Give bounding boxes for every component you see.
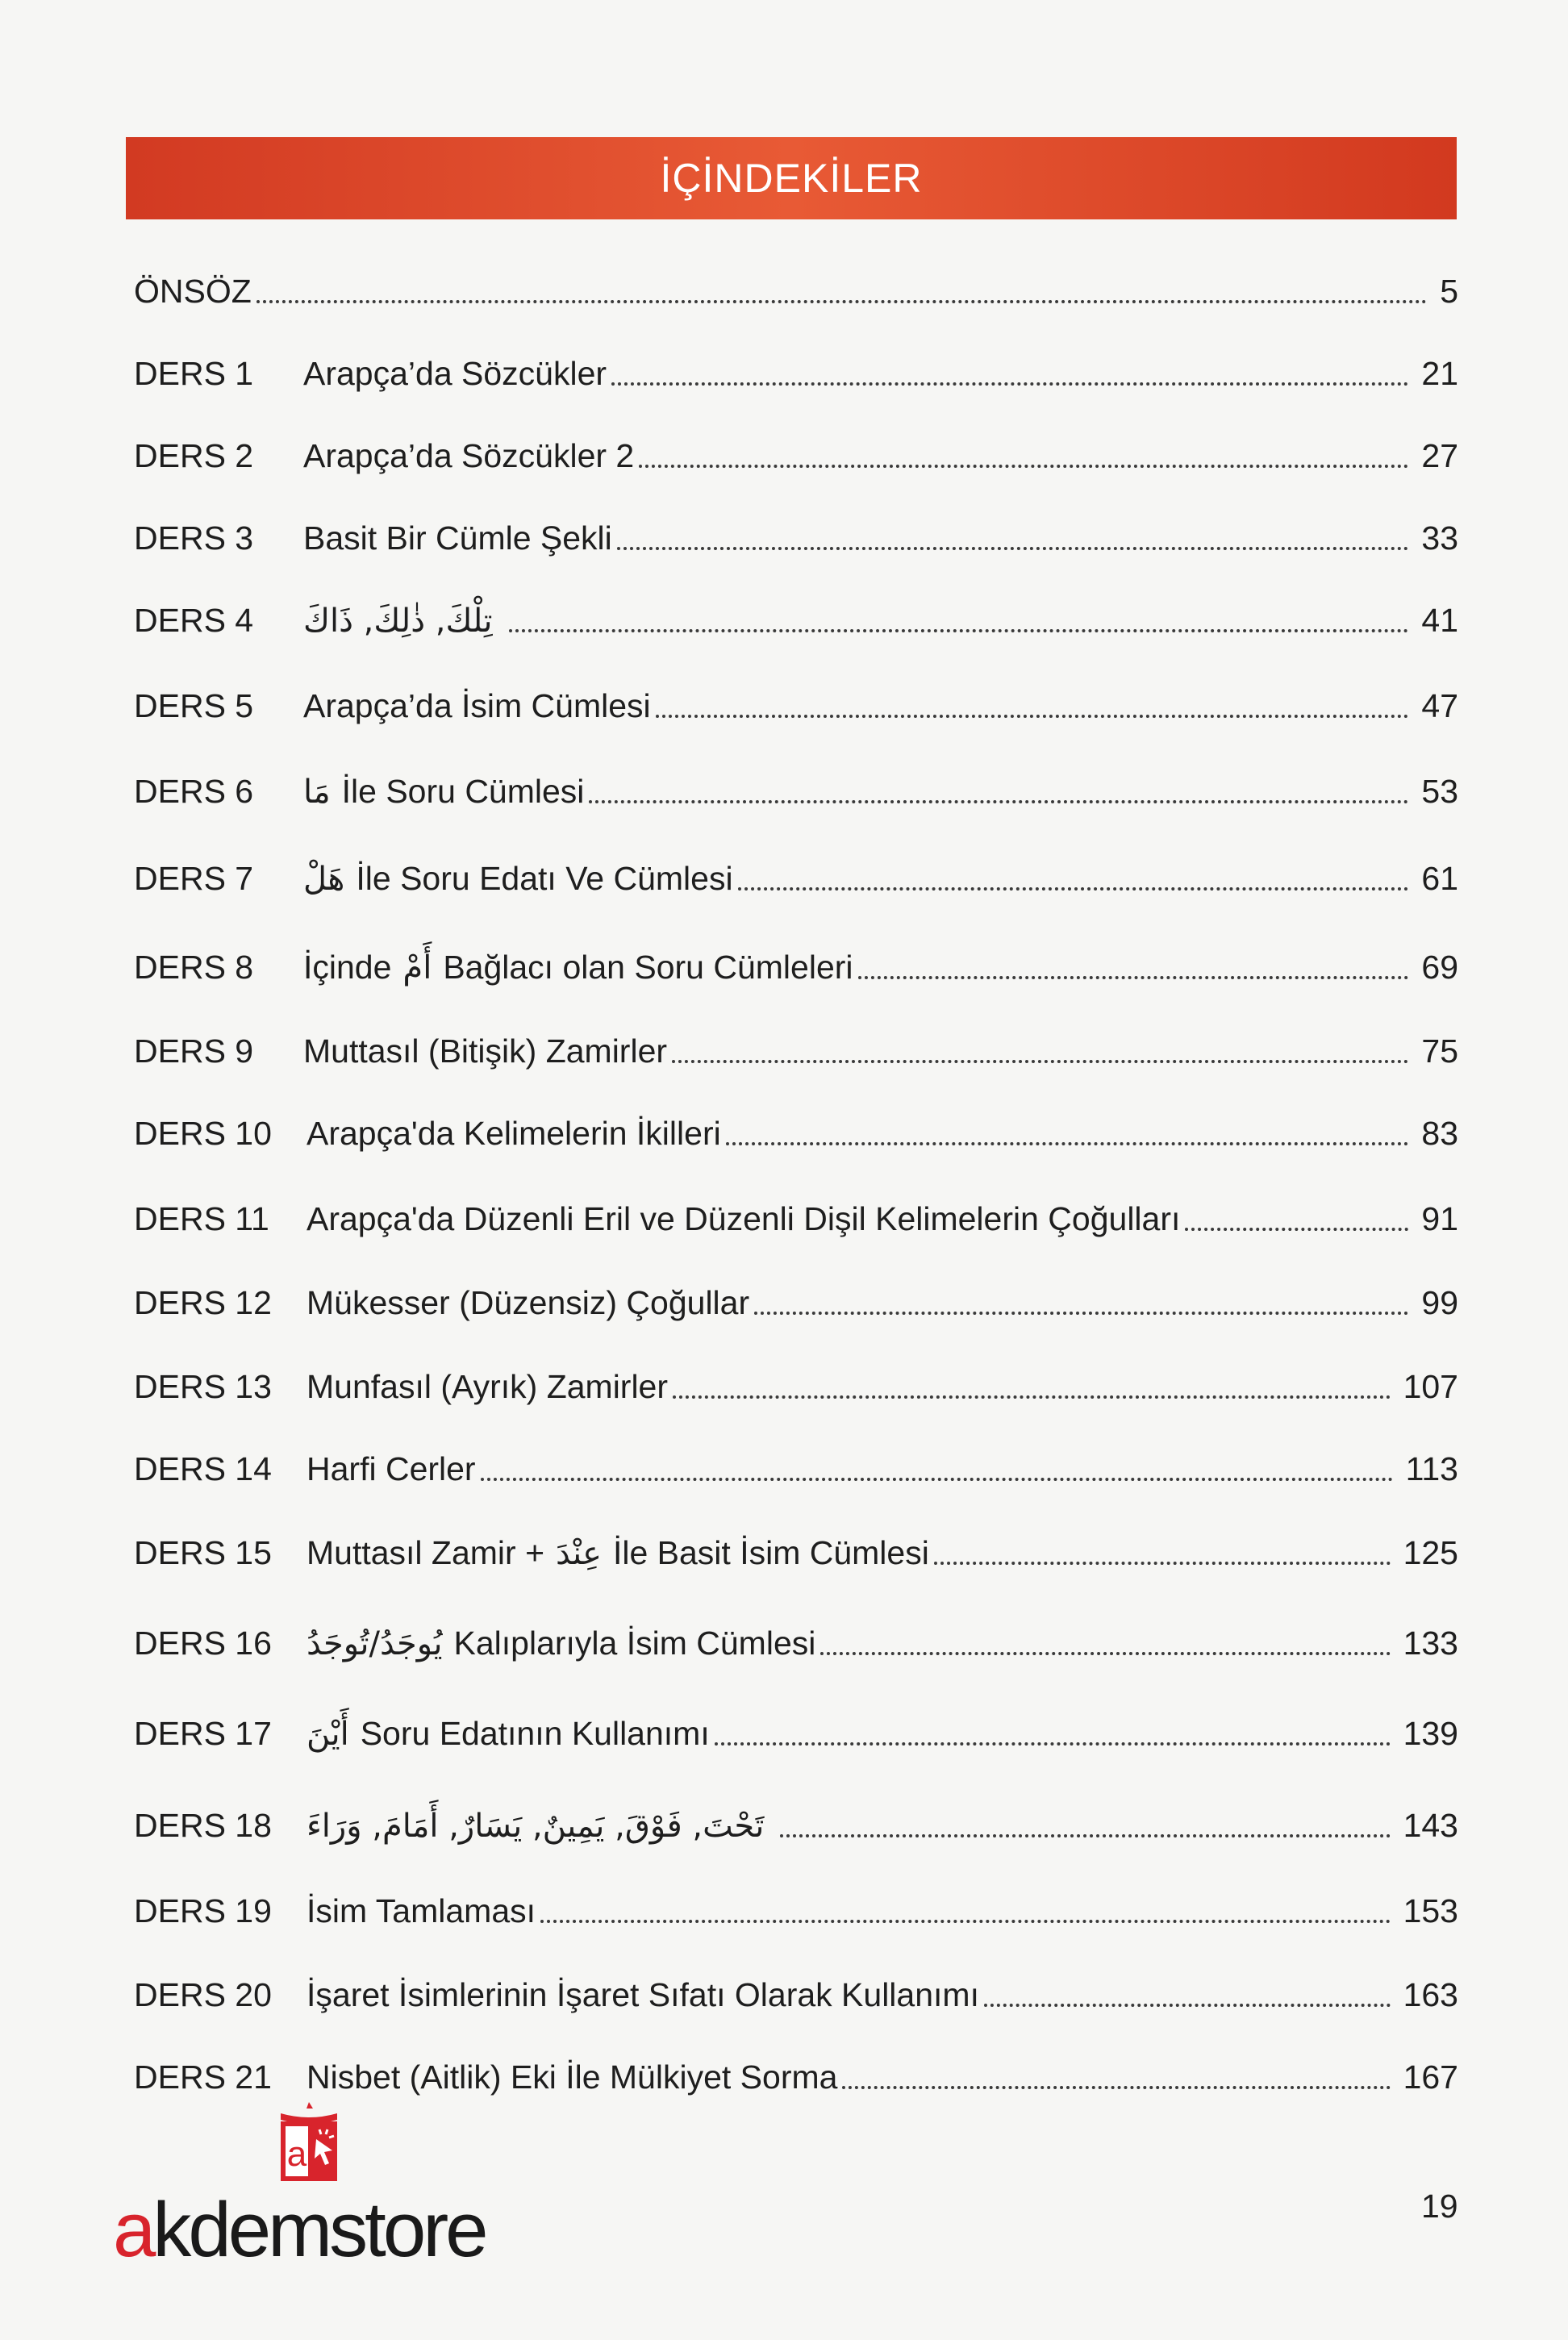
toc-entry [134, 752, 1458, 811]
toc-entry [134, 1871, 1458, 1928]
logo-text-a: a [113, 2187, 153, 2273]
toc-title: İsim Tamlaması [307, 1892, 536, 1929]
toc-page-number: 163 [1403, 1976, 1458, 2013]
toc-title: Muttasıl (Bitişik) Zamirler [303, 1032, 668, 1070]
toc-page-number: 41 [1421, 602, 1458, 639]
toc-title: Basit Bir Cümle Şekli [303, 519, 612, 557]
toc-page-number: 53 [1421, 773, 1458, 810]
toc-arabic-term: تَحْتَ, فَوْقَ, يَمِينٌ, يَسَارٌ, أَمَامَ, وَرَاءَ [307, 1808, 765, 1845]
toc-entry [134, 839, 1458, 898]
toc-entry [134, 1263, 1458, 1320]
toc-page-number: 107 [1403, 1368, 1458, 1405]
toc-dot-leader [820, 1652, 1390, 1655]
toc-title: İle Soru Edatı Ve Cümlesi [356, 860, 733, 897]
toc-title-area [303, 603, 504, 640]
toc-dot-leader [540, 1920, 1391, 1923]
toc-entry [134, 498, 1458, 555]
toc-entry [134, 1347, 1458, 1404]
toc-dot-leader [780, 1834, 1390, 1837]
toc-entry [134, 1179, 1458, 1236]
toc-entry [134, 334, 1458, 390]
toc-title: Harfi Cerler [307, 1450, 476, 1487]
toc-title-area [307, 1200, 1181, 1237]
toc-lesson-label: DERS 18 [134, 1807, 272, 1844]
toc-title: Arapça'da Kelimelerin İkilleri [307, 1115, 721, 1152]
toc-page-number: 33 [1421, 519, 1458, 557]
toc-dot-leader [639, 465, 1408, 468]
toc-dot-leader [726, 1142, 1409, 1145]
toc-title-area [303, 357, 607, 390]
logo [113, 2097, 548, 2283]
toc-title-area [303, 1032, 668, 1070]
toc-title: Muttasıl Zamir + [307, 1534, 545, 1571]
toc-title-area [303, 951, 853, 984]
toc-arabic-term: أَيْنَ [307, 1716, 349, 1753]
toc-title-area [307, 2058, 838, 2096]
toc-page-number: 69 [1421, 949, 1458, 986]
toc-page-number: 143 [1403, 1807, 1458, 1844]
toc-title-area [307, 1117, 721, 1150]
toc-dot-leader [481, 1478, 1393, 1481]
toc-lesson-label: DERS 5 [134, 687, 254, 724]
toc-title-area [307, 1450, 476, 1487]
toc-arabic-term: هَلْ [303, 861, 345, 898]
toc-arabic-term: يُوجَدُ/تُوجَدُ [307, 1625, 443, 1662]
toc-title-area [303, 773, 585, 811]
toc-entry [134, 1011, 1458, 1068]
toc-entry [134, 581, 1458, 640]
toc-entry [134, 928, 1458, 984]
toc-dot-leader [509, 629, 1409, 632]
logo-text [113, 2186, 486, 2275]
toc-lesson-label: DERS 4 [134, 602, 254, 639]
toc-page-number: 47 [1421, 687, 1458, 724]
toc-dot-leader [754, 1312, 1408, 1315]
toc-entry [134, 1429, 1458, 1486]
toc-page-number: 99 [1421, 1284, 1458, 1321]
toc-title: Kalıplarıyla İsim Cümlesi [453, 1625, 816, 1662]
toc-page-number: 27 [1421, 437, 1458, 474]
toc-lesson-label: DERS 8 [134, 949, 254, 986]
toc-title: Mükesser (Düzensiz) Çoğullar [307, 1284, 750, 1321]
toc-arabic-term: تِلْكَ, ذٰلِكَ, ذَاكَ [303, 603, 493, 640]
toc-page-number: 125 [1403, 1534, 1458, 1571]
toc-title-area [303, 860, 733, 898]
toc-lesson-label: DERS 3 [134, 519, 254, 557]
toc-page-number: 113 [1405, 1450, 1458, 1487]
toc-title: Arapça'da Düzenli Eril ve Düzenli Dişil Kelimelerin Çoğulları [307, 1200, 1181, 1237]
toc-entry [134, 1604, 1458, 1660]
toc-dot-leader [256, 300, 1427, 303]
toc-lesson-label: DERS 17 [134, 1715, 272, 1752]
toc-title-area [307, 1370, 668, 1404]
toc-entry [134, 2038, 1458, 2094]
toc-lesson-label: DERS 21 [134, 2058, 272, 2096]
toc-page-number: 167 [1403, 2058, 1458, 2096]
toc-dot-leader [673, 1395, 1391, 1399]
toc-lesson-label: DERS 13 [134, 1368, 272, 1405]
toc-title: İçinde [303, 949, 392, 986]
toc-entry [134, 1694, 1458, 1753]
toc-title: Arapça’da İsim Cümlesi [303, 687, 651, 724]
toc-title-area [307, 1808, 775, 1845]
toc-dot-leader [672, 1060, 1408, 1063]
toc-lesson-label: DERS 20 [134, 1976, 272, 2013]
toc-entry [134, 252, 1458, 308]
toc-dot-leader [934, 1562, 1391, 1565]
toc-lesson-label: DERS 10 [134, 1115, 272, 1152]
toc-lesson-label: DERS 15 [134, 1534, 272, 1571]
toc-lesson-label: DERS 6 [134, 773, 254, 810]
toc-title: Munfasıl (Ayrık) Zamirler [307, 1368, 669, 1405]
toc-lesson-label: DERS 12 [134, 1284, 272, 1321]
toc-dot-leader [984, 2004, 1391, 2007]
toc-dot-leader [1185, 1228, 1408, 1231]
toc-page-number: 133 [1403, 1625, 1458, 1662]
toc-title: İşaret İsimlerinin İşaret Sıfatı Olarak Kullanımı [307, 1976, 979, 2013]
toc-arabic-term: مَا [303, 774, 331, 811]
toc-dot-leader [738, 887, 1409, 891]
toc-title: Nisbet (Aitlik) Eki İle Mülkiyet Sorma [307, 2058, 838, 2096]
toc-arabic-term: عِنْدَ [556, 1535, 602, 1572]
toc-lesson-label: DERS 2 [134, 437, 254, 474]
toc-title-area [303, 687, 651, 724]
toc-title: İle Soru Cümlesi [341, 773, 585, 810]
toc-entry [134, 666, 1458, 723]
toc-title-area [307, 1627, 815, 1660]
header-bar [126, 137, 1457, 219]
toc-dot-leader [656, 715, 1409, 718]
toc-page-number: 21 [1421, 355, 1458, 392]
toc-title-area [307, 1284, 750, 1321]
toc-dot-leader [842, 2086, 1390, 2089]
toc-title: Arapça’da Sözcükler 2 [303, 437, 635, 474]
toc-dot-leader [589, 800, 1408, 803]
toc-lesson-label: DERS 9 [134, 1032, 254, 1070]
toc-lesson-label: ÖNSÖZ [134, 273, 252, 310]
toc-entry [134, 1094, 1458, 1150]
toc-page-number: 91 [1421, 1200, 1458, 1237]
toc-title-area [307, 1715, 710, 1753]
toc-lesson-label: DERS 1 [134, 355, 254, 392]
toc-page-number: 153 [1403, 1892, 1458, 1929]
toc-title-area [307, 1892, 536, 1929]
toc-lesson-label: DERS 7 [134, 860, 254, 897]
page-number: 19 [1421, 2188, 1458, 2225]
toc-page-number: 75 [1421, 1032, 1458, 1070]
toc-lesson-label: DERS 11 [134, 1200, 269, 1237]
toc-title-area [303, 437, 635, 474]
toc-dot-leader [858, 976, 1409, 979]
toc-page-number: 139 [1403, 1715, 1458, 1752]
toc-title-area [303, 519, 612, 557]
toc-dot-leader [617, 547, 1409, 550]
toc-title: Soru Edatının Kullanımı [360, 1715, 710, 1752]
toc-lesson-label: DERS 19 [134, 1892, 272, 1929]
toc-entry [134, 416, 1458, 473]
toc-lesson-label: DERS 14 [134, 1450, 272, 1487]
toc-title-area [307, 1534, 929, 1572]
toc-dot-leader [715, 1742, 1391, 1746]
logo-text-rest: kdemstore [152, 2187, 486, 2273]
toc-title: İle Basit İsim Cümlesi [612, 1534, 929, 1571]
toc-lesson-label: DERS 16 [134, 1625, 272, 1662]
toc-dot-leader [611, 382, 1408, 386]
toc-entry [134, 1513, 1458, 1570]
store-book-icon [274, 2097, 344, 2186]
toc-page-number: 83 [1421, 1115, 1458, 1152]
toc-title: Arapça’da Sözcükler [303, 355, 607, 392]
toc-arabic-term: أَمْ [402, 949, 432, 986]
toc-page-number: 5 [1440, 273, 1458, 310]
toc-page-number: 61 [1421, 860, 1458, 897]
toc-entry [134, 1786, 1458, 1845]
toc-title: Bağlacı olan Soru Cümleleri [443, 949, 853, 986]
toc-entry [134, 1955, 1458, 2012]
logo-icon-letter: a [286, 2134, 307, 2174]
page-title: İÇİNDEKİLER [660, 156, 923, 201]
toc-title-area [307, 1976, 979, 2013]
